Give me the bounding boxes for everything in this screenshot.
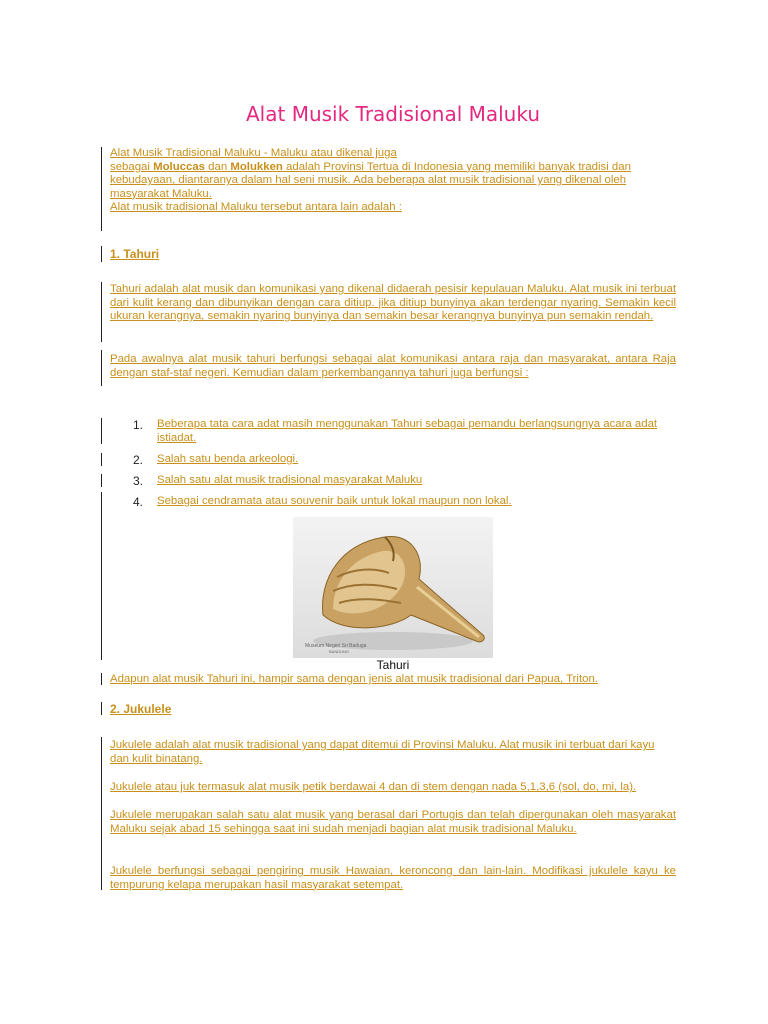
- change-bar: [101, 474, 102, 487]
- watermark-text: Museum Negeri Sri Baduga: [305, 643, 367, 649]
- jukulele-paragraph-2[interactable]: Jukulele atau juk termasuk alat musik petik berdawai 4 dan di stem dengan nada 5,1,3,6 (sol, do, mi, la).: [110, 781, 637, 793]
- list-number: 2.: [133, 453, 144, 467]
- section-heading-jukulele[interactable]: 2. Jukulele: [110, 702, 172, 716]
- section-heading-tahuri[interactable]: 1. Tahuri: [110, 247, 160, 261]
- page-title: Alat Musik Tradisional Maluku: [246, 102, 540, 126]
- intro-line: Alat Musik Tradisional Maluku - Maluku atau dikenal juga: [110, 147, 397, 159]
- intro-paragraph[interactable]: [110, 147, 676, 215]
- change-bar: [101, 453, 102, 466]
- image-caption: Tahuri: [376, 658, 410, 672]
- change-bar: [101, 147, 102, 231]
- change-bar: [101, 702, 102, 715]
- change-bar: [101, 246, 102, 262]
- bold-term-molukken: Molukken: [230, 160, 283, 173]
- list-item[interactable]: Sebagai cendramata atau souvenir baik untuk lokal maupun non lokal.: [157, 495, 512, 507]
- list-item[interactable]: Salah satu alat musik tradisional masyarakat Maluku: [157, 474, 423, 486]
- jukulele-paragraph-1[interactable]: Jukulele adalah alat musik tradisional yang dapat ditemui di Provinsi Maluku. Alat musik ini terbuat dari kayu dan kulit binatang.: [110, 739, 655, 765]
- change-bar: [101, 350, 102, 386]
- change-bar: [101, 673, 102, 685]
- jukulele-paragraph-3[interactable]: Jukulele merupakan salah satu alat musik yang berasal dari Portugis dan telah dipergunakan oleh masyarakat Maluku sejak abad 15 sehingga saat ini sudah menjadi bagian alat musik tradisional Maluku.: [110, 809, 676, 835]
- tahuri-shell-image: [293, 517, 493, 658]
- tahuri-paragraph-2[interactable]: Pada awalnya alat musik tahuri berfungsi sebagai alat komunikasi antara raja dan masyarakat, antara Raja dengan staf-staf negeri. Kemudian dalam perkembangannya tahuri juga berfungsi :: [110, 353, 676, 379]
- change-bar: [101, 492, 102, 660]
- change-bar: [101, 737, 102, 890]
- jukulele-paragraph-4[interactable]: Jukulele berfungsi sebagai pengiring musik Hawaian, keroncong dan lain-lain. Modifikasi jukulele kayu ke tempurung kelapa merupakan hasil masyarakat setempat.: [110, 865, 676, 891]
- list-number: 3.: [133, 474, 144, 488]
- intro-line-last: Alat musik tradisional Maluku tersebut antara lain adalah :: [110, 201, 402, 213]
- list-item[interactable]: Salah satu benda arkeologi.: [157, 453, 299, 465]
- bold-term-moluccas: Moluccas: [153, 160, 205, 173]
- list-item[interactable]: Beberapa tata cara adat masih menggunakan Tahuri sebagai pemandu berlangsungnya acara adat istiadat.: [157, 418, 658, 444]
- intro-body: sebagai Moluccas dan Molukken adalah Provinsi Tertua di Indonesia yang memiliki banyak tradisi dan kebudayaan, diantaranya dalam hal seni musik. Ada beberapa alat musik tradisional yang dikenal oleh masyarakat Maluku.: [110, 160, 631, 200]
- tahuri-after-text[interactable]: Adapun alat musik Tahuri ini, hampir sama dengan jenis alat musik tradisional dari Papua, Triton.: [110, 673, 598, 685]
- list-number: 1.: [133, 418, 144, 432]
- change-bar: [101, 418, 102, 444]
- conch-shell-illustration: [293, 517, 493, 658]
- change-bar: [101, 282, 102, 342]
- list-number: 4.: [133, 495, 144, 509]
- watermark-text: BANDUNG: [329, 649, 350, 654]
- tahuri-paragraph-1[interactable]: Tahuri adalah alat musik dan komunikasi yang dikenal didaerah pesisir kepulauan Maluku. Alat musik ini terbuat dari kulit kerang dan dibunyikan dengan cara ditiup. jika ditiup bunyinya akan terdengar nyaring. Semakin kecil ukuran kerangnya, semakin nyaring bunyinya dan semakin besar kerangnya bunyinya pun semakin rendah.: [110, 283, 676, 322]
